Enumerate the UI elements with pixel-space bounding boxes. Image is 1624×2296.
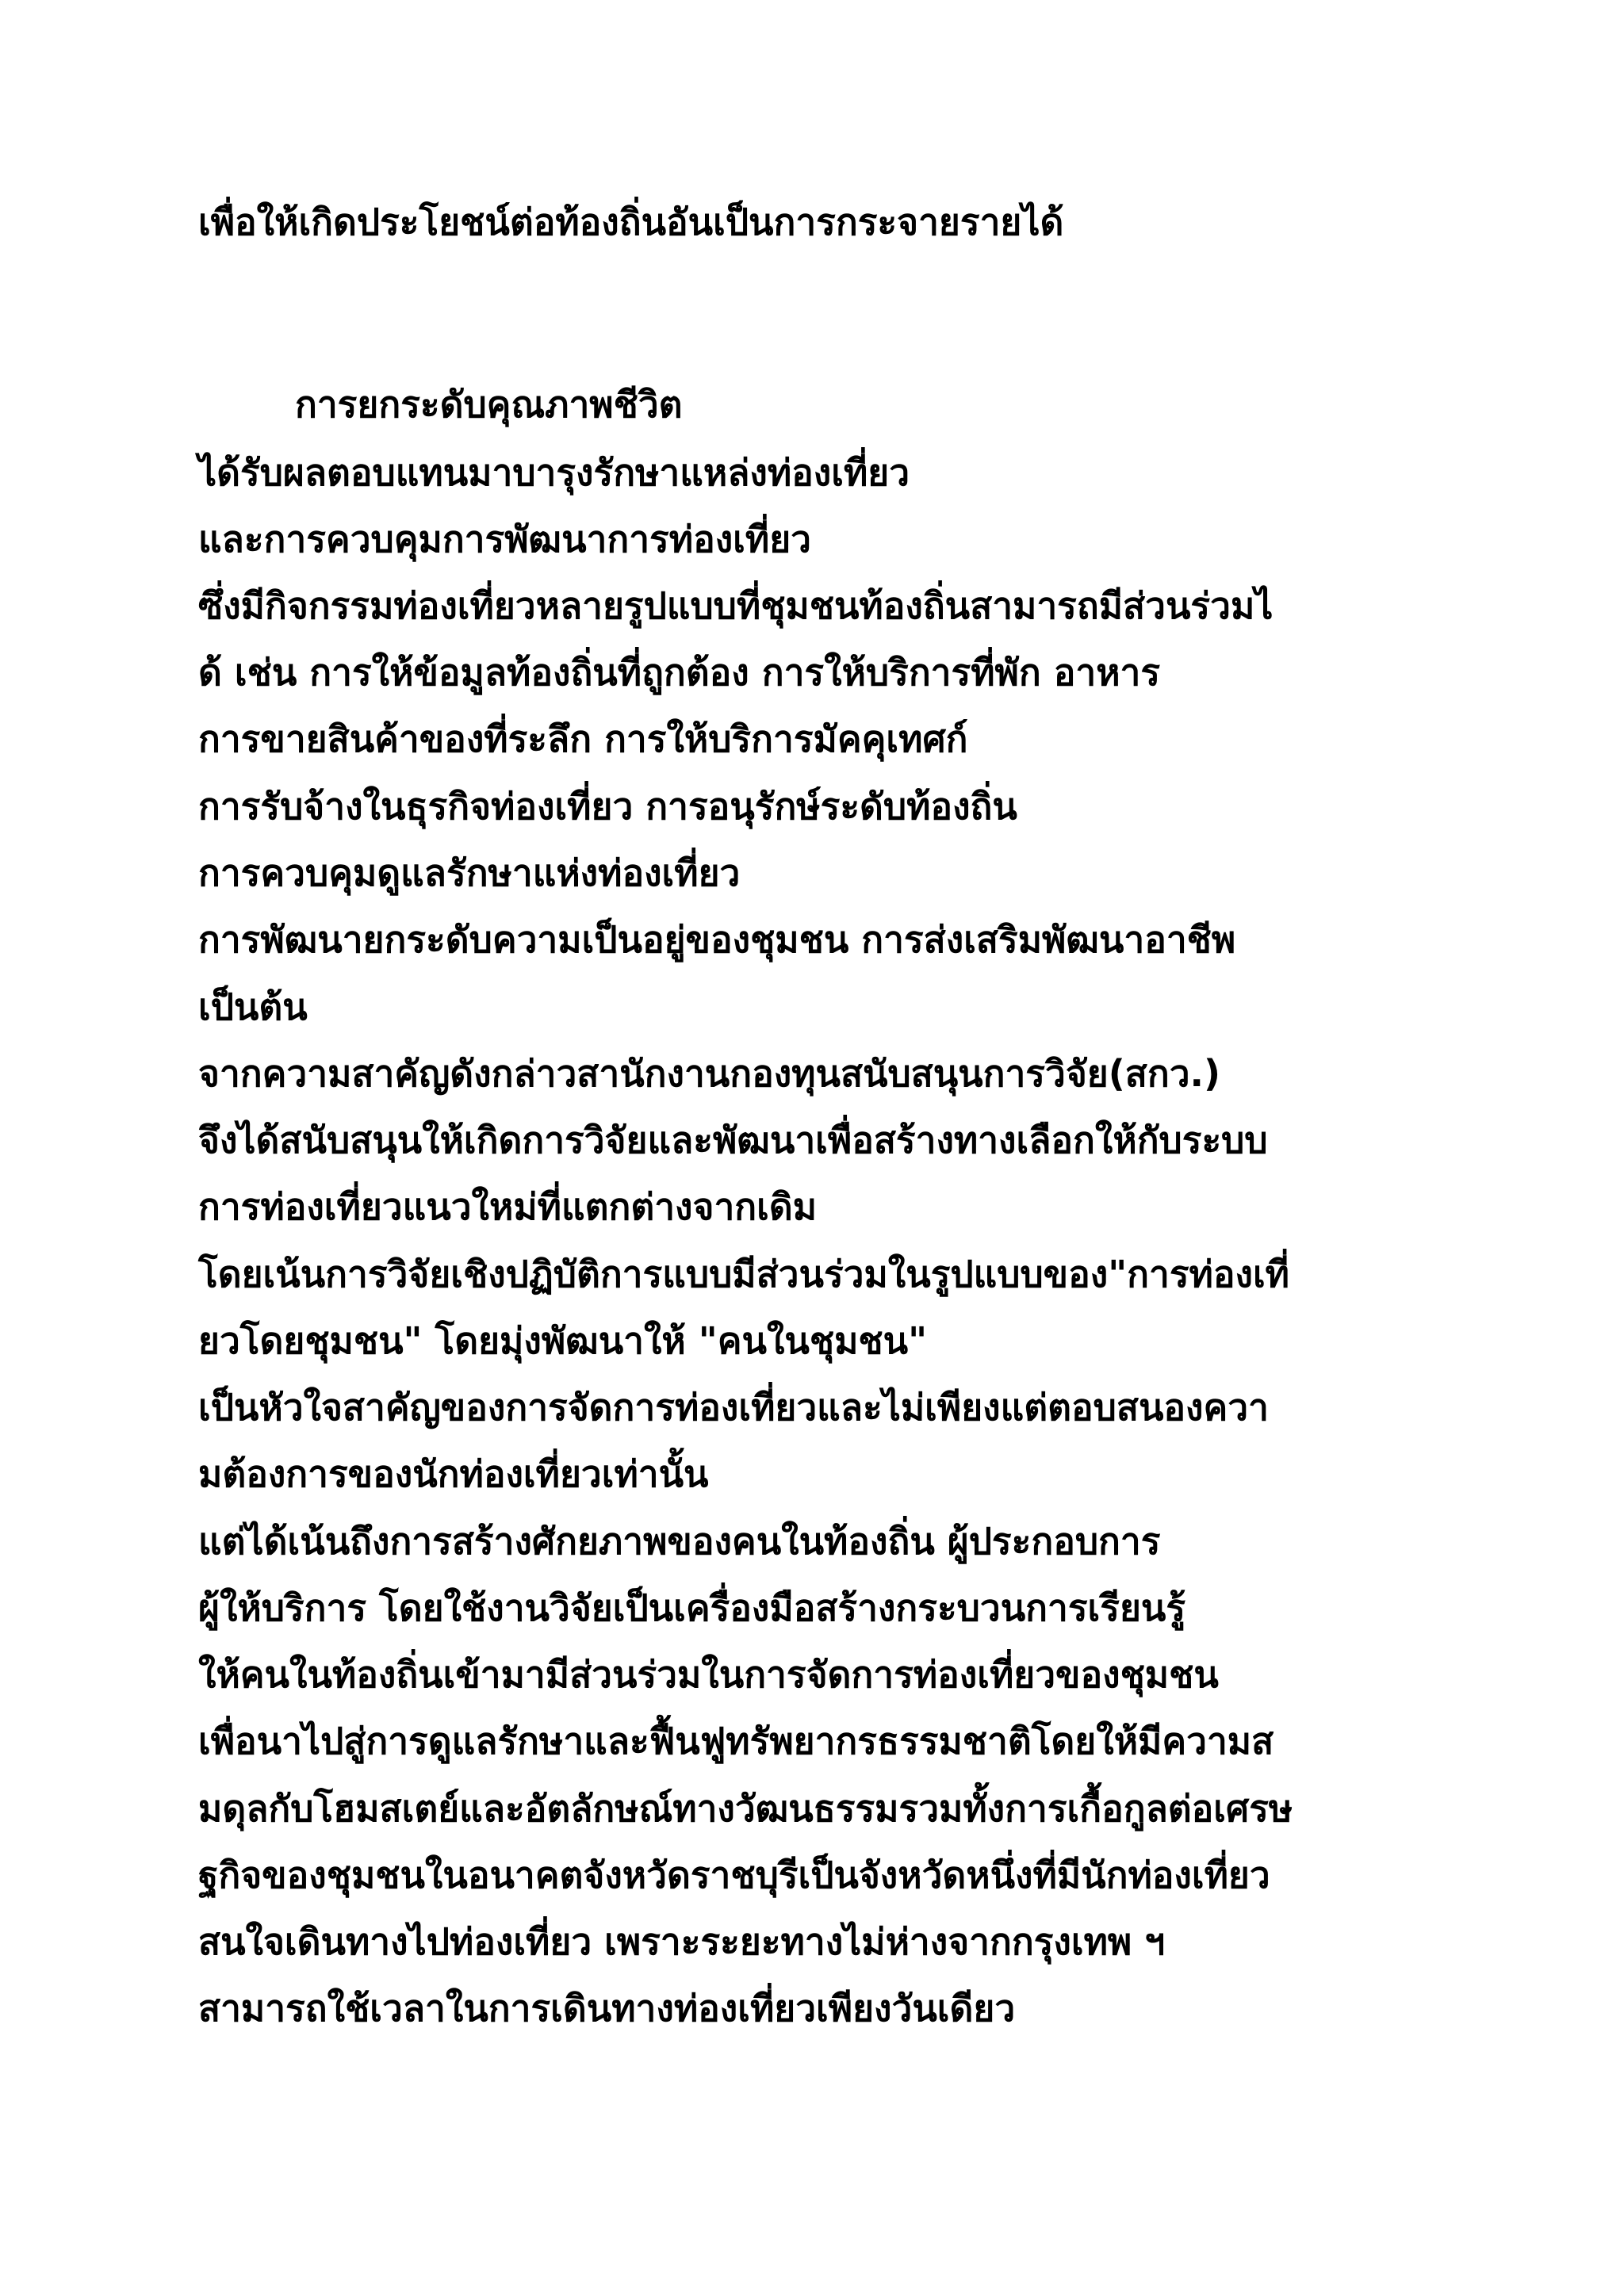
text-line: ได้รับผลตอบแทนมาบารุงรักษาแหล่งท่องเที่ยว — [198, 451, 910, 494]
text-line: โดยเน้นการวิจัยเชิงปฏิบัติการแบบมีส่วนร่วมในรูปแบบของ"การท่องเที่ — [198, 1253, 1290, 1295]
text-line: การขายสินค้าของที่ระลึก การให้บริการมัคคุเทศก์ — [198, 718, 968, 760]
text-line: การควบคุมดูแลรักษาแห่งท่องเที่ยว — [198, 851, 741, 894]
text-line: เพื่อให้เกิดประโยชน์ต่อท้องถิ่นอันเป็นการกระจายรายได้ — [198, 201, 1064, 243]
text-line: ด้ เช่น การให้ข้อมูลท้องถิ่นที่ถูกต้อง การให้บริการที่พัก อาหาร — [198, 651, 1161, 694]
text-line: เพื่อนาไปสู่การดูแลรักษาและฟื้นฟูทรัพยากรธรรมชาติโดยให้มีความส — [198, 1720, 1274, 1762]
text-line: ให้คนในท้องถิ่นเข้ามามีส่วนร่วมในการจัดการท่องเที่ยวของชุมชน — [198, 1653, 1219, 1696]
text-line: ซึ่งมีกิจกรรมท่องเที่ยวหลายรูปแบบที่ชุมชนท้องถิ่นสามารถมีส่วนร่วมไ — [198, 584, 1274, 627]
text-line: เป็นหัวใจสาคัญของการจัดการท่องเที่ยวและไม่เพียงแต่ตอบสนองควา — [198, 1386, 1269, 1429]
text-line: สนใจเดินทางไปท่องเที่ยว เพราะระยะทางไม่ห่างจากกรุงเทพ ฯ — [198, 1920, 1166, 1963]
section-heading: การยกระดับคุณภาพชีวิต — [295, 383, 683, 426]
text-line: ฐกิจของชุมชนในอนาคตจังหวัดราชบุรีเป็นจังหวัดหนึ่งที่มีนักท่องเที่ยว — [198, 1854, 1270, 1896]
text-line: และการควบคุมการพัฒนาการท่องเที่ยว — [198, 518, 811, 561]
text-line: มดุลกับโฮมสเตย์และอัตลักษณ์ทางวัฒนธรรมรวมทั้งการเกื้อกูลต่อเศรษ — [198, 1787, 1293, 1830]
text-line: การพัฒนายกระดับความเป็นอยู่ของชุมชน การส่งเสริมพัฒนาอาชีพ — [198, 918, 1236, 961]
text-line: จึงได้สนับสนุนให้เกิดการวิจัยและพัฒนาเพื่อสร้างทางเลือกให้กับระบบ — [198, 1119, 1268, 1161]
text-line: สามารถใช้เวลาในการเดินทางท่องเที่ยวเพียงวันเดียว — [198, 1987, 1016, 2030]
text-line: มต้องการของนักท่องเที่ยวเท่านั้น — [198, 1452, 709, 1495]
text-line: จากความสาคัญดังกล่าวสานักงานกองทุนสนับสนุนการวิจัย(สกว.) — [198, 1052, 1221, 1095]
text-line: เป็นต้น — [198, 985, 308, 1028]
text-line: การรับจ้างในธุรกิจท่องเที่ยว การอนุรักษ์ระดับท้องถิ่น — [198, 785, 1017, 828]
text-line: ผู้ให้บริการ โดยใช้งานวิจัยเป็นเครื่องมือสร้างกระบวนการเรียนรู้ — [198, 1586, 1186, 1629]
text-line: ยวโดยชุมชน" โดยมุ่งพัฒนาให้ "คนในชุมชน" — [198, 1319, 928, 1362]
text-line: การท่องเที่ยวแนวใหม่ที่แตกต่างจากเดิม — [198, 1185, 818, 1228]
text-line: แต่ได้เน้นถึงการสร้างศักยภาพของคนในท้องถิ่น ผู้ประกอบการ — [198, 1520, 1161, 1563]
